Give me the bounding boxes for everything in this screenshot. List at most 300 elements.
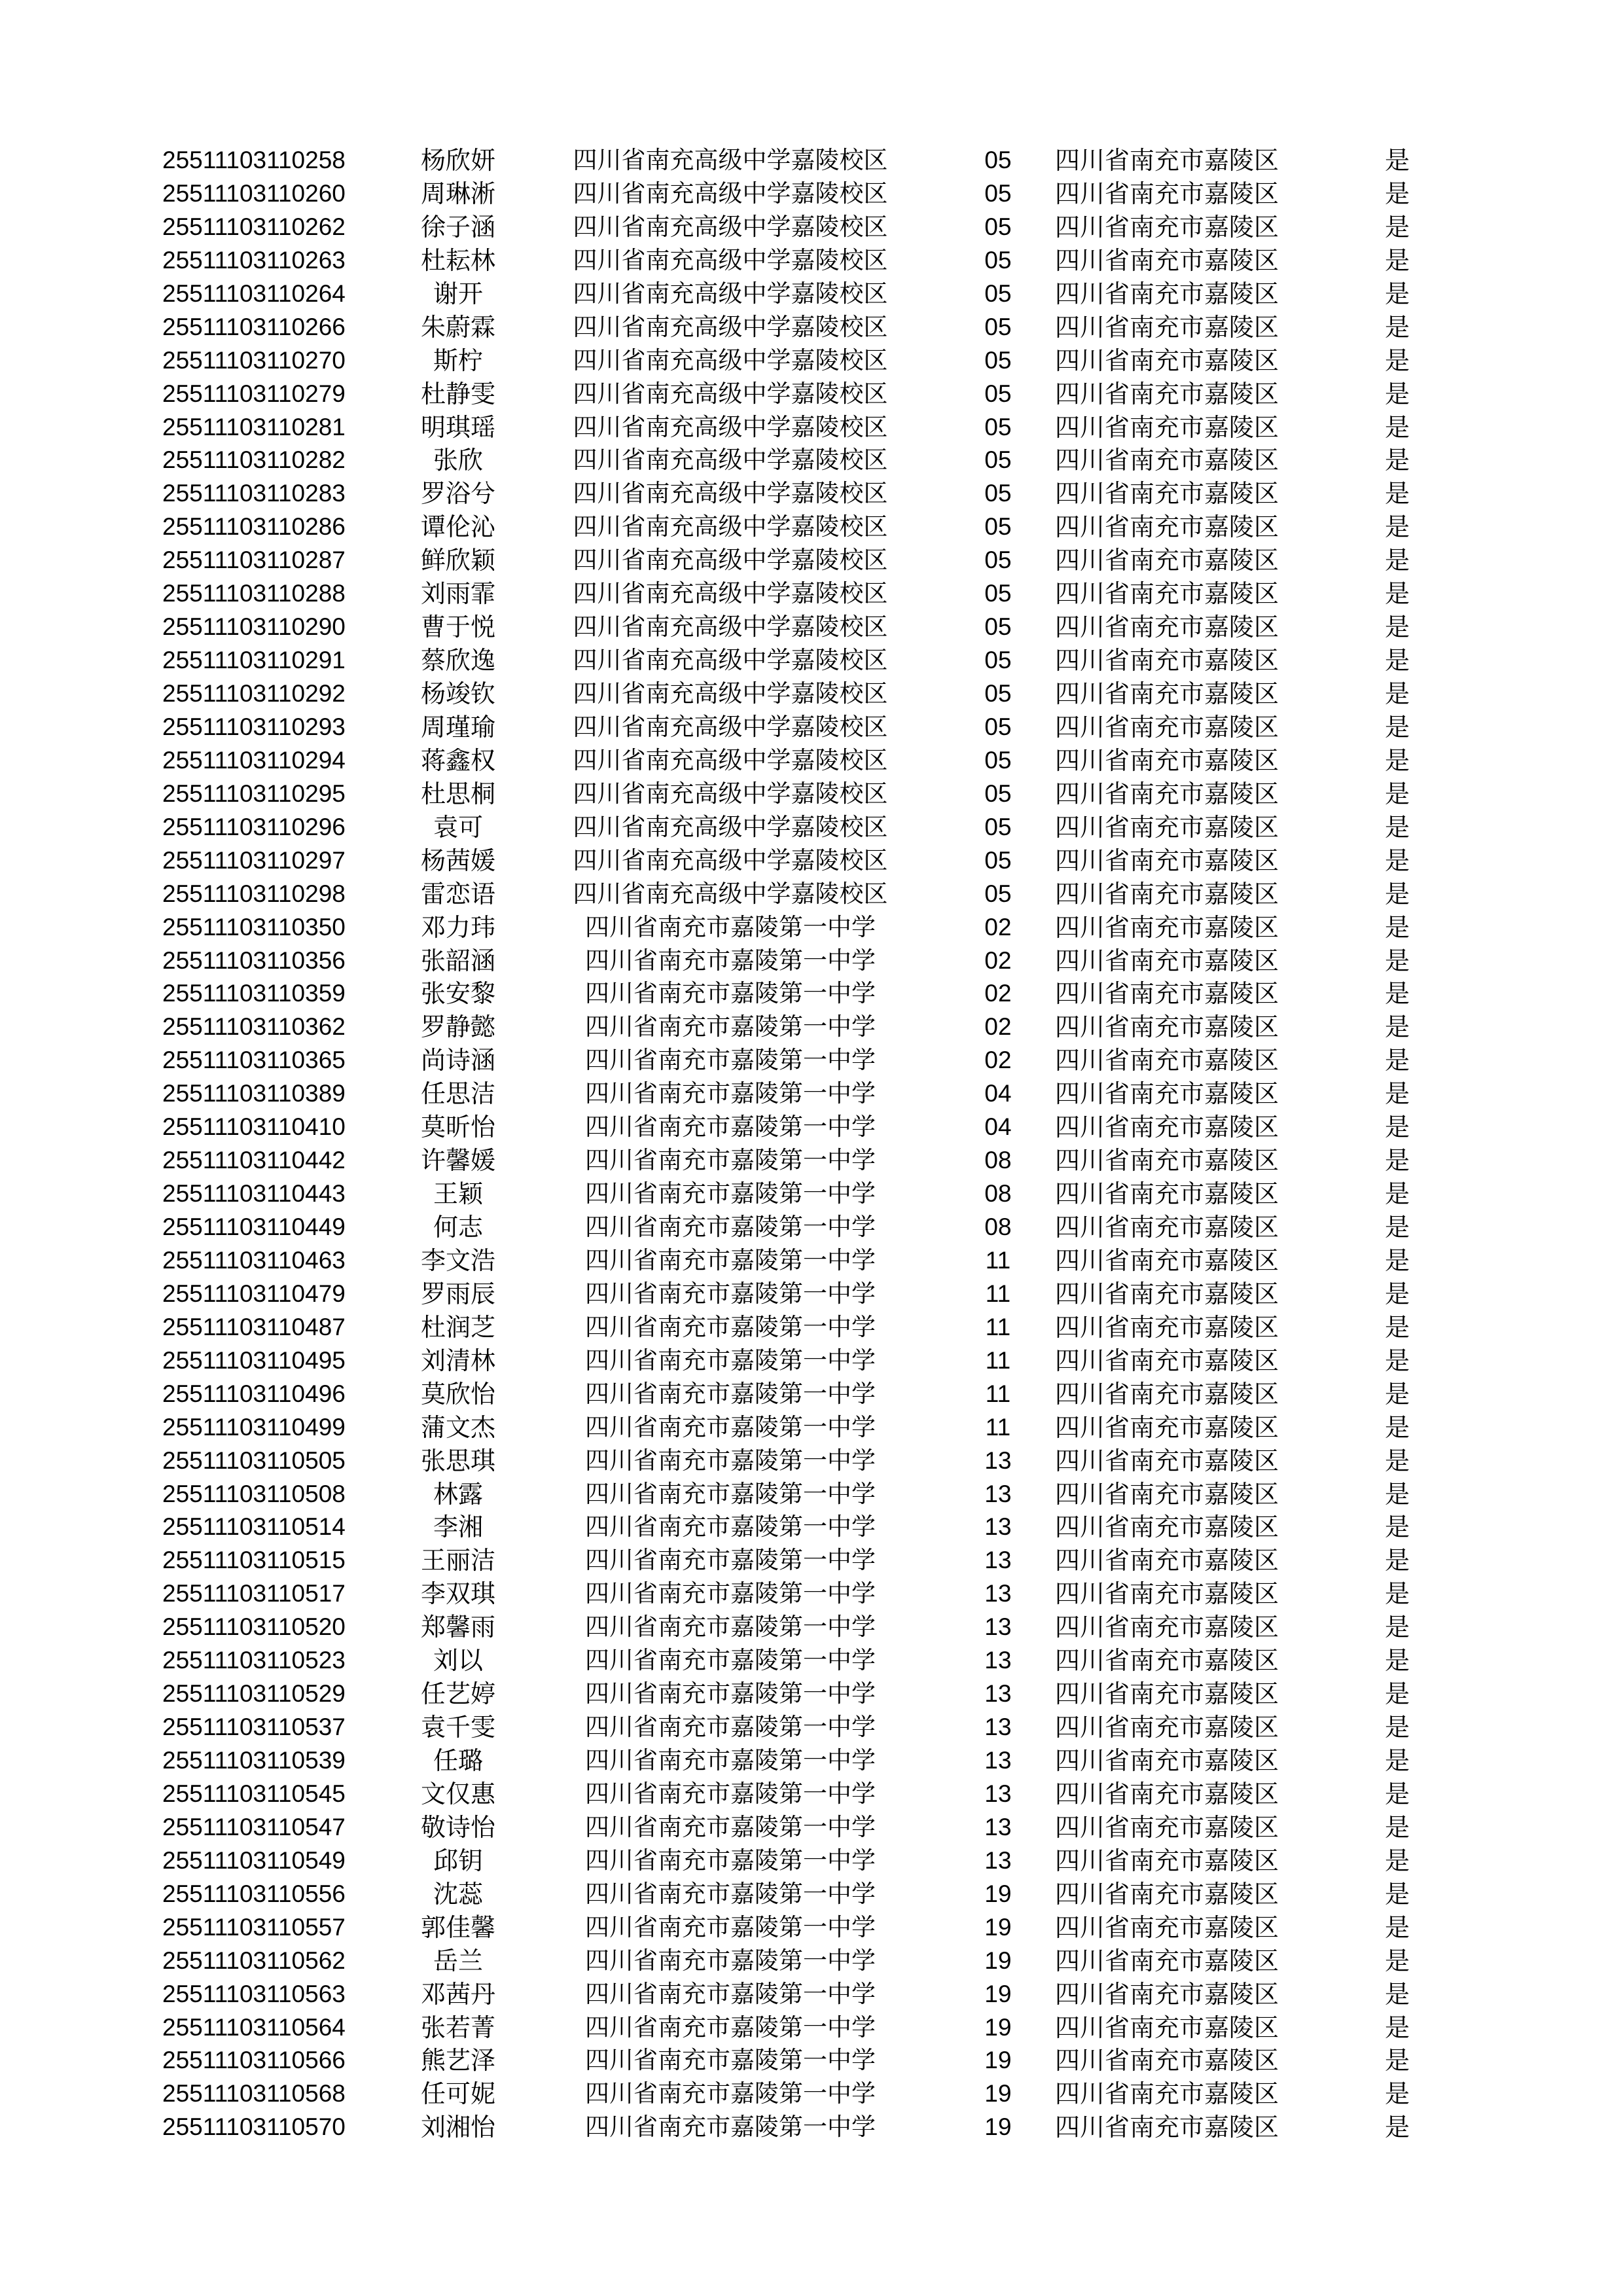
region-name: 四川省南充市嘉陵区	[1055, 912, 1279, 942]
student-name: 杨欣妍	[420, 146, 495, 175]
class-code: 13	[984, 1480, 1012, 1507]
student-name: 王丽洁	[420, 1546, 495, 1575]
region-name: 四川省南充市嘉陵区	[1055, 1646, 1279, 1676]
table-row	[0, 911, 1623, 944]
student-id: 25511103110443	[162, 1180, 346, 1208]
class-code: 13	[984, 1813, 1012, 1840]
table-row	[0, 1644, 1623, 1677]
table-row	[0, 477, 1623, 511]
student-name: 张若菁	[420, 2013, 495, 2042]
table-row	[0, 1044, 1623, 1077]
status-flag: 是	[1384, 479, 1410, 509]
region-name: 四川省南充市嘉陵区	[1055, 979, 1279, 1009]
region-name: 四川省南充市嘉陵区	[1055, 412, 1279, 442]
table-row	[0, 244, 1623, 278]
school-name: 四川省南充高级中学嘉陵校区	[573, 146, 888, 174]
status-flag: 是	[1384, 2046, 1410, 2075]
status-flag: 是	[1384, 1179, 1410, 1209]
status-flag: 是	[1384, 1412, 1410, 1442]
school-name: 四川省南充高级中学嘉陵校区	[573, 613, 888, 641]
region-name: 四川省南充市嘉陵区	[1055, 1812, 1279, 1842]
region-name: 四川省南充市嘉陵区	[1055, 1279, 1279, 1308]
status-flag: 是	[1384, 2113, 1410, 2142]
school-name: 四川省南充市嘉陵第一中学	[585, 1046, 876, 1075]
student-id: 25511103110263	[162, 246, 346, 274]
student-name: 林露	[433, 1479, 483, 1509]
student-id: 25511103110291	[162, 647, 346, 674]
status-flag: 是	[1384, 2079, 1410, 2109]
region-name: 四川省南充市嘉陵区	[1055, 946, 1279, 975]
student-id: 25511103110283	[162, 480, 346, 507]
status-flag: 是	[1384, 1279, 1410, 1308]
status-flag: 是	[1384, 1013, 1410, 1042]
student-id: 25511103110294	[162, 746, 346, 774]
region-name: 四川省南充市嘉陵区	[1055, 846, 1279, 875]
student-name: 刘以	[433, 1646, 483, 1676]
region-name: 四川省南充市嘉陵区	[1055, 745, 1279, 775]
student-name: 明琪瑶	[420, 412, 495, 442]
student-name: 袁可	[433, 812, 483, 842]
student-name: 蔡欣逸	[420, 646, 495, 675]
class-code: 04	[984, 1113, 1012, 1141]
class-code: 04	[984, 1080, 1012, 1107]
table-row	[0, 1344, 1623, 1378]
student-name: 罗浴兮	[420, 479, 495, 509]
region-name: 四川省南充市嘉陵区	[1055, 1979, 1279, 2009]
student-id: 25511103110537	[162, 1713, 346, 1741]
student-id: 25511103110557	[162, 1913, 346, 1941]
class-code: 05	[984, 647, 1012, 674]
region-name: 四川省南充市嘉陵区	[1055, 1013, 1279, 1042]
student-name: 敬诗怡	[420, 1812, 495, 1842]
student-id: 25511103110279	[162, 380, 346, 407]
table-row	[0, 444, 1623, 477]
table-row	[0, 1278, 1623, 1311]
class-code: 05	[984, 780, 1012, 807]
status-flag: 是	[1384, 1646, 1410, 1676]
region-name: 四川省南充市嘉陵区	[1055, 1446, 1279, 1475]
status-flag: 是	[1384, 1213, 1410, 1242]
student-id: 25511103110496	[162, 1380, 346, 1407]
class-code: 05	[984, 880, 1012, 907]
status-flag: 是	[1384, 1312, 1410, 1342]
school-name: 四川省南充高级中学嘉陵校区	[573, 846, 888, 874]
school-name: 四川省南充市嘉陵第一中学	[585, 912, 876, 941]
table-row	[0, 1711, 1623, 1744]
table-row	[0, 1978, 1623, 2011]
status-flag: 是	[1384, 1946, 1410, 1975]
status-flag: 是	[1384, 446, 1410, 475]
student-name: 张安黎	[420, 979, 495, 1009]
region-name: 四川省南充市嘉陵区	[1055, 1613, 1279, 1642]
table-row	[0, 544, 1623, 577]
student-id: 25511103110287	[162, 547, 346, 574]
status-flag: 是	[1384, 1379, 1410, 1408]
student-name: 袁千雯	[420, 1713, 495, 1742]
school-name: 四川省南充高级中学嘉陵校区	[573, 812, 888, 841]
student-name: 任璐	[433, 1746, 483, 1775]
table-row	[0, 611, 1623, 644]
school-name: 四川省南充高级中学嘉陵校区	[573, 546, 888, 575]
class-code: 13	[984, 1547, 1012, 1574]
school-name: 四川省南充市嘉陵第一中学	[585, 1179, 876, 1208]
table-row	[0, 411, 1623, 444]
class-code: 02	[984, 1047, 1012, 1074]
region-name: 四川省南充市嘉陵区	[1055, 1513, 1279, 1542]
student-id: 25511103110515	[162, 1547, 346, 1574]
table-row	[0, 1378, 1623, 1411]
school-name: 四川省南充市嘉陵第一中学	[585, 1946, 876, 1975]
status-flag: 是	[1384, 812, 1410, 842]
student-name: 王颖	[433, 1179, 483, 1209]
student-table	[0, 144, 1623, 2144]
class-code: 19	[984, 1913, 1012, 1941]
student-name: 杜润芝	[420, 1312, 495, 1342]
region-name: 四川省南充市嘉陵区	[1055, 1879, 1279, 1909]
region-name: 四川省南充市嘉陵区	[1055, 346, 1279, 375]
region-name: 四川省南充市嘉陵区	[1055, 2079, 1279, 2109]
student-id: 25511103110563	[162, 1980, 346, 2007]
status-flag: 是	[1384, 1513, 1410, 1542]
table-row	[0, 1011, 1623, 1044]
class-code: 05	[984, 813, 1012, 840]
region-name: 四川省南充市嘉陵区	[1055, 2013, 1279, 2042]
region-name: 四川省南充市嘉陵区	[1055, 1179, 1279, 1209]
status-flag: 是	[1384, 212, 1410, 242]
school-name: 四川省南充市嘉陵第一中学	[585, 1713, 876, 1742]
student-id: 25511103110260	[162, 179, 346, 207]
student-id: 25511103110495	[162, 1346, 346, 1374]
table-row	[0, 944, 1623, 978]
student-id: 25511103110487	[162, 1313, 346, 1340]
school-name: 四川省南充高级中学嘉陵校区	[573, 379, 888, 408]
table-row	[0, 2011, 1623, 2045]
student-name: 雷恋语	[420, 879, 495, 908]
class-code: 11	[985, 1280, 1011, 1307]
student-name: 岳兰	[433, 1946, 483, 1975]
status-flag: 是	[1384, 512, 1410, 542]
student-name: 李双琪	[420, 1579, 495, 1609]
student-id: 25511103110356	[162, 946, 346, 974]
class-code: 05	[984, 547, 1012, 574]
class-code: 05	[984, 846, 1012, 874]
status-flag: 是	[1384, 1779, 1410, 1808]
student-name: 斯柠	[433, 346, 483, 375]
table-row	[0, 1945, 1623, 1978]
table-row	[0, 2077, 1623, 2111]
status-flag: 是	[1384, 1979, 1410, 2009]
student-id: 25511103110523	[162, 1647, 346, 1674]
region-name: 四川省南充市嘉陵区	[1055, 446, 1279, 475]
class-code: 13	[984, 1846, 1012, 1874]
table-row	[0, 1244, 1623, 1278]
student-id: 25511103110547	[162, 1813, 346, 1840]
student-id: 25511103110258	[162, 147, 346, 173]
table-row	[0, 2111, 1623, 2144]
school-name: 四川省南充高级中学嘉陵校区	[573, 779, 888, 808]
class-code: 05	[984, 480, 1012, 507]
status-flag: 是	[1384, 1746, 1410, 1775]
status-flag: 是	[1384, 646, 1410, 675]
status-flag: 是	[1384, 1346, 1410, 1375]
student-id: 25511103110290	[162, 613, 346, 641]
school-name: 四川省南充市嘉陵第一中学	[585, 1479, 876, 1508]
school-name: 四川省南充市嘉陵第一中学	[585, 1912, 876, 1941]
student-id: 25511103110282	[162, 446, 346, 474]
student-name: 张欣	[433, 446, 483, 475]
student-name: 鲜欣颖	[420, 546, 495, 575]
school-name: 四川省南充市嘉陵第一中学	[585, 1279, 876, 1308]
region-name: 四川省南充市嘉陵区	[1055, 379, 1279, 408]
student-name: 张思琪	[420, 1446, 495, 1475]
table-row	[0, 1444, 1623, 1478]
table-row	[0, 144, 1623, 177]
student-id: 25511103110514	[162, 1513, 346, 1541]
student-name: 蒋鑫权	[420, 745, 495, 775]
region-name: 四川省南充市嘉陵区	[1055, 1912, 1279, 1942]
school-name: 四川省南充市嘉陵第一中学	[585, 1079, 876, 1108]
class-code: 13	[984, 1613, 1012, 1641]
region-name: 四川省南充市嘉陵区	[1055, 279, 1279, 308]
status-flag: 是	[1384, 912, 1410, 942]
student-name: 任可妮	[420, 2079, 495, 2109]
school-name: 四川省南充市嘉陵第一中学	[585, 1113, 876, 1141]
student-name: 刘雨霏	[420, 579, 495, 609]
status-flag: 是	[1384, 1679, 1410, 1709]
status-flag: 是	[1384, 613, 1410, 642]
student-id: 25511103110389	[162, 1080, 346, 1107]
class-code: 05	[984, 246, 1012, 274]
student-id: 25511103110288	[162, 580, 346, 607]
status-flag: 是	[1384, 779, 1410, 808]
class-code: 05	[984, 213, 1012, 240]
region-name: 四川省南充市嘉陵区	[1055, 1312, 1279, 1342]
region-name: 四川省南充市嘉陵区	[1055, 1713, 1279, 1742]
student-id: 25511103110286	[162, 513, 346, 541]
school-name: 四川省南充市嘉陵第一中学	[585, 2046, 876, 2075]
class-code: 11	[985, 1380, 1011, 1407]
status-flag: 是	[1384, 312, 1410, 342]
class-code: 13	[984, 1446, 1012, 1474]
student-id: 25511103110292	[162, 680, 346, 707]
status-flag: 是	[1384, 979, 1410, 1009]
school-name: 四川省南充高级中学嘉陵校区	[573, 679, 888, 708]
table-row	[0, 278, 1623, 311]
class-code: 11	[985, 1313, 1011, 1340]
student-id: 25511103110281	[162, 413, 346, 440]
student-name: 蒲文杰	[420, 1412, 495, 1442]
table-row	[0, 811, 1623, 844]
class-code: 05	[984, 613, 1012, 641]
class-code: 19	[984, 1980, 1012, 2007]
status-flag: 是	[1384, 1446, 1410, 1475]
student-id: 25511103110264	[162, 279, 346, 307]
status-flag: 是	[1384, 1846, 1410, 1875]
class-code: 13	[984, 1647, 1012, 1674]
student-name: 何志	[433, 1213, 483, 1242]
class-code: 05	[984, 680, 1012, 707]
school-name: 四川省南充高级中学嘉陵校区	[573, 346, 888, 374]
class-code: 05	[984, 346, 1012, 374]
student-name: 张韶涵	[420, 946, 495, 975]
status-flag: 是	[1384, 1146, 1410, 1175]
status-flag: 是	[1384, 579, 1410, 609]
class-code: 05	[984, 746, 1012, 774]
region-name: 四川省南充市嘉陵区	[1055, 1746, 1279, 1775]
school-name: 四川省南充市嘉陵第一中学	[585, 1979, 876, 2008]
table-row	[0, 778, 1623, 811]
status-flag: 是	[1384, 946, 1410, 975]
class-code: 13	[984, 1713, 1012, 1741]
region-name: 四川省南充市嘉陵区	[1055, 879, 1279, 908]
class-code: 05	[984, 147, 1012, 173]
student-id: 25511103110562	[162, 1946, 346, 1974]
class-code: 11	[985, 1413, 1011, 1441]
student-id: 25511103110293	[162, 713, 346, 740]
status-flag: 是	[1384, 745, 1410, 775]
status-flag: 是	[1384, 1613, 1410, 1642]
school-name: 四川省南充市嘉陵第一中学	[585, 1146, 876, 1175]
table-row	[0, 1577, 1623, 1611]
student-id: 25511103110545	[162, 1780, 346, 1807]
class-code: 13	[984, 1513, 1012, 1541]
region-name: 四川省南充市嘉陵区	[1055, 212, 1279, 242]
school-name: 四川省南充市嘉陵第一中学	[585, 1812, 876, 1841]
status-flag: 是	[1384, 1246, 1410, 1275]
table-row	[0, 1544, 1623, 1577]
table-row	[0, 211, 1623, 244]
class-code: 05	[984, 279, 1012, 307]
class-code: 05	[984, 179, 1012, 207]
table-row	[0, 1844, 1623, 1878]
student-id: 25511103110549	[162, 1846, 346, 1874]
region-name: 四川省南充市嘉陵区	[1055, 679, 1279, 708]
class-code: 05	[984, 313, 1012, 340]
status-flag: 是	[1384, 1546, 1410, 1575]
class-code: 13	[984, 1747, 1012, 1774]
student-id: 25511103110499	[162, 1413, 346, 1441]
status-flag: 是	[1384, 1479, 1410, 1509]
table-row	[0, 1144, 1623, 1177]
region-name: 四川省南充市嘉陵区	[1055, 1046, 1279, 1075]
class-code: 19	[984, 2047, 1012, 2074]
table-row	[0, 844, 1623, 878]
region-name: 四川省南充市嘉陵区	[1055, 1846, 1279, 1875]
school-name: 四川省南充高级中学嘉陵校区	[573, 312, 888, 341]
table-row	[0, 644, 1623, 677]
student-id: 25511103110350	[162, 913, 346, 941]
class-code: 08	[984, 1213, 1012, 1240]
student-id: 25511103110365	[162, 1047, 346, 1074]
region-name: 四川省南充市嘉陵区	[1055, 1246, 1279, 1275]
status-flag: 是	[1384, 245, 1410, 275]
table-row	[0, 677, 1623, 711]
student-id: 25511103110508	[162, 1480, 346, 1507]
class-code: 19	[984, 1946, 1012, 1974]
student-name: 尚诗涵	[420, 1046, 495, 1075]
region-name: 四川省南充市嘉陵区	[1055, 1379, 1279, 1408]
status-flag: 是	[1384, 346, 1410, 375]
school-name: 四川省南充市嘉陵第一中学	[585, 1679, 876, 1708]
student-id: 25511103110517	[162, 1580, 346, 1607]
class-code: 11	[985, 1246, 1011, 1274]
region-name: 四川省南充市嘉陵区	[1055, 1479, 1279, 1509]
table-row	[0, 1411, 1623, 1444]
table-row	[0, 1077, 1623, 1111]
class-code: 11	[985, 1346, 1011, 1374]
school-name: 四川省南充高级中学嘉陵校区	[573, 245, 888, 274]
region-name: 四川省南充市嘉陵区	[1055, 1546, 1279, 1575]
table-row	[0, 1311, 1623, 1344]
school-name: 四川省南充市嘉陵第一中学	[585, 1846, 876, 1874]
region-name: 四川省南充市嘉陵区	[1055, 546, 1279, 575]
student-name: 杜思桐	[420, 779, 495, 808]
student-id: 25511103110449	[162, 1213, 346, 1240]
student-id: 25511103110298	[162, 880, 346, 907]
school-name: 四川省南充高级中学嘉陵校区	[573, 212, 888, 241]
table-row	[0, 1611, 1623, 1644]
student-name: 莫昕怡	[420, 1113, 495, 1142]
class-code: 05	[984, 413, 1012, 440]
student-name: 李文浩	[420, 1246, 495, 1275]
student-id: 25511103110295	[162, 780, 346, 807]
table-row	[0, 1177, 1623, 1211]
student-id: 25511103110505	[162, 1446, 346, 1474]
status-flag: 是	[1384, 712, 1410, 742]
school-name: 四川省南充市嘉陵第一中学	[585, 1379, 876, 1408]
school-name: 四川省南充高级中学嘉陵校区	[573, 179, 888, 207]
status-flag: 是	[1384, 879, 1410, 908]
table-row	[0, 1911, 1623, 1945]
school-name: 四川省南充市嘉陵第一中学	[585, 1312, 876, 1341]
student-name: 刘湘怡	[420, 2113, 495, 2142]
status-flag: 是	[1384, 1912, 1410, 1942]
student-name: 许馨媛	[420, 1146, 495, 1175]
student-id: 25511103110270	[162, 346, 346, 374]
region-name: 四川省南充市嘉陵区	[1055, 2113, 1279, 2142]
status-flag: 是	[1384, 1713, 1410, 1742]
student-name: 任艺婷	[420, 1679, 495, 1709]
table-row	[0, 1511, 1623, 1544]
student-name: 任思洁	[420, 1079, 495, 1109]
school-name: 四川省南充市嘉陵第一中学	[585, 979, 876, 1008]
class-code: 19	[984, 2080, 1012, 2108]
student-name: 邓力玮	[420, 912, 495, 942]
school-name: 四川省南充高级中学嘉陵校区	[573, 412, 888, 441]
class-code: 13	[984, 1780, 1012, 1807]
class-code: 19	[984, 2113, 1012, 2141]
region-name: 四川省南充市嘉陵区	[1055, 146, 1279, 175]
student-id: 25511103110539	[162, 1747, 346, 1774]
table-row	[0, 1478, 1623, 1511]
class-code: 13	[984, 1580, 1012, 1607]
region-name: 四川省南充市嘉陵区	[1055, 1679, 1279, 1709]
student-name: 杨竣钦	[420, 679, 495, 708]
class-code: 08	[984, 1180, 1012, 1208]
student-name: 文仅惠	[420, 1779, 495, 1808]
region-name: 四川省南充市嘉陵区	[1055, 812, 1279, 842]
student-id: 25511103110296	[162, 813, 346, 840]
student-name: 沈蕊	[433, 1879, 483, 1909]
status-flag: 是	[1384, 679, 1410, 708]
student-id: 25511103110297	[162, 846, 346, 874]
student-id: 25511103110410	[162, 1113, 346, 1141]
class-code: 13	[984, 1680, 1012, 1708]
class-code: 05	[984, 513, 1012, 541]
student-id: 25511103110520	[162, 1613, 346, 1641]
student-name: 杨茜媛	[420, 846, 495, 875]
region-name: 四川省南充市嘉陵区	[1055, 1213, 1279, 1242]
